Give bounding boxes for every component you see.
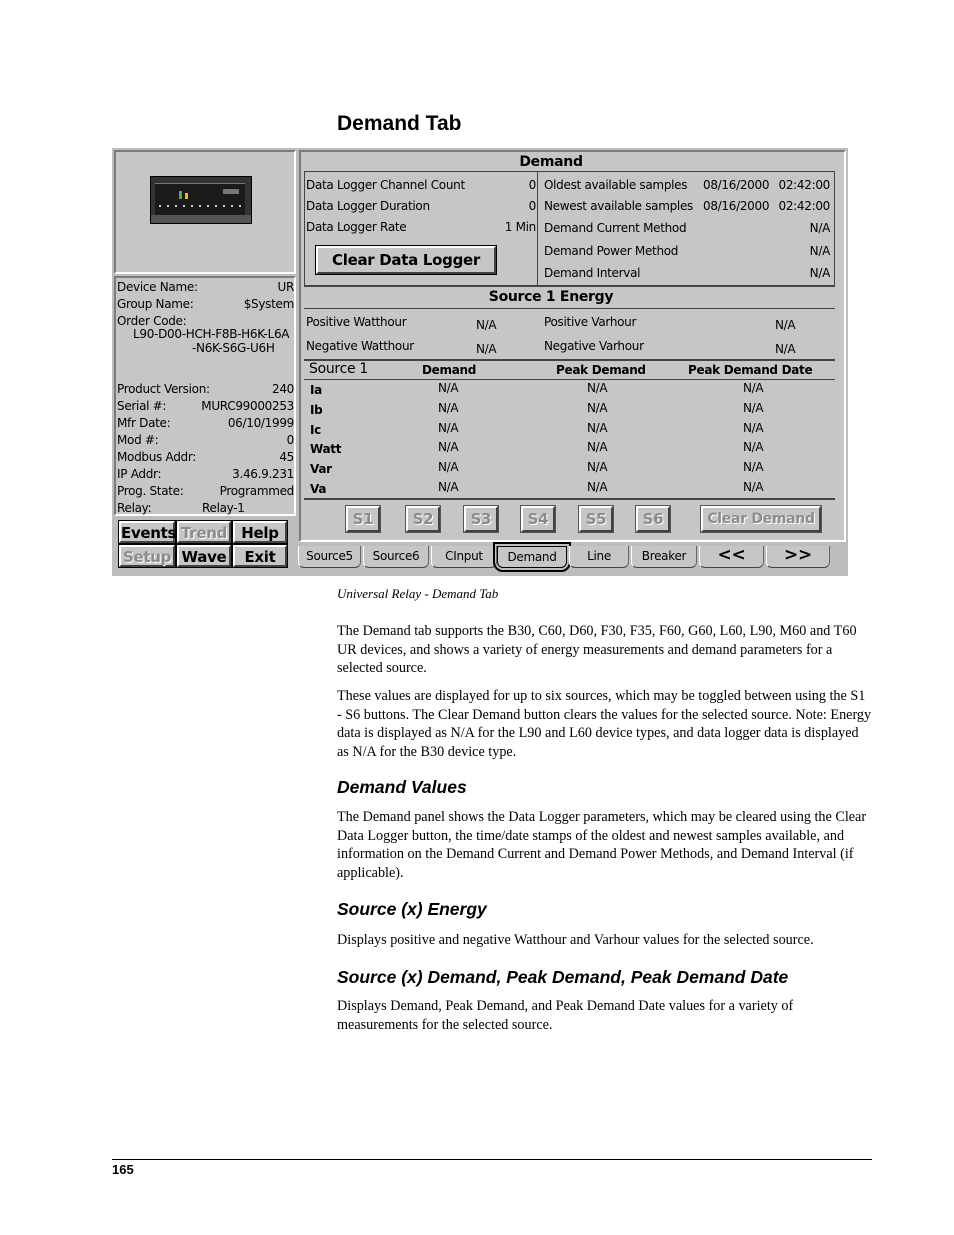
footer-rule — [112, 1159, 872, 1160]
page-title: Demand Tab — [337, 112, 462, 135]
table-row-label: Watt — [310, 442, 342, 457]
energy-header: Source 1 Energy — [488, 289, 614, 305]
demand-row-date: 08/16/2000 — [703, 199, 770, 213]
device-field-label: Modbus Addr: — [117, 450, 196, 464]
device-field-value: 240 — [271, 382, 294, 396]
device-field-value: Programmed — [219, 484, 294, 498]
energy-label: Positive Varhour — [544, 315, 637, 329]
source-button-s2[interactable]: S2 — [406, 506, 440, 532]
wave-button[interactable]: Wave — [177, 545, 231, 567]
table-cell-peak: N/A — [587, 460, 608, 475]
table-cell-peak: N/A — [587, 440, 608, 455]
section-text-source-energy: Displays positive and negative Watthour and Varhour values for the selected source. — [337, 932, 814, 948]
logger-row-value: 1 Min — [504, 220, 536, 234]
energy-label: Negative Watthour — [306, 339, 414, 353]
device-field-label: Serial #: — [117, 399, 167, 413]
table-cell-demand: N/A — [438, 400, 459, 415]
relay-screenshot — [112, 148, 848, 576]
table-row-label: Ib — [310, 402, 323, 417]
source-button-s1[interactable]: S1 — [346, 506, 380, 532]
energy-value: N/A — [775, 342, 796, 356]
device-field-value: 06/10/1999 — [227, 416, 294, 430]
table-cell-date: N/A — [743, 480, 764, 494]
energy-value: N/A — [775, 318, 796, 332]
demand-header: Demand — [519, 154, 583, 170]
tab-breaker[interactable]: Breaker — [631, 546, 697, 568]
figure-caption: Universal Relay - Demand Tab — [337, 586, 499, 601]
energy-label: Positive Watthour — [306, 315, 407, 329]
tab-line[interactable]: Line — [569, 546, 629, 568]
clear-data-logger-button[interactable]: Clear Data Logger — [316, 246, 496, 274]
device-field-value: 0 — [286, 433, 294, 447]
device-field-value: 45 — [279, 450, 294, 464]
setup-button[interactable]: Setup — [119, 545, 175, 567]
page-number: 165 — [112, 1162, 134, 1177]
table-cell-demand: N/A — [438, 440, 459, 455]
table-cell-peak: N/A — [587, 381, 608, 395]
demand-row-value: N/A — [809, 221, 830, 235]
logger-row-value: 0 — [528, 178, 536, 192]
table-row-label: Va — [310, 482, 327, 496]
col-demand: Demand — [422, 363, 477, 377]
section-text-source-demand: Displays Demand, Peak Demand, and Peak Demand Date values for a variety of measurements for the selected source. — [337, 998, 794, 1033]
table-row-label: Var — [310, 462, 332, 477]
demand-row-date: 08/16/2000 — [703, 178, 770, 192]
source-button-s6[interactable]: S6 — [636, 506, 670, 532]
device-field-label: IP Addr: — [117, 467, 162, 481]
paragraph-1: The Demand tab supports the B30, C60, D60, F30, F35, F60, G60, L60, L90, M60 and T60 UR devices, and shows a variety of energy measurements and demand parameters for a selected source. — [337, 623, 857, 677]
trend-button[interactable]: Trend — [177, 521, 231, 543]
order-code-line-2: -N6K-S6G-U6H — [192, 341, 275, 355]
table-cell-date: N/A — [743, 400, 764, 415]
table-cell-peak: N/A — [587, 420, 608, 435]
device-field-label: Group Name: — [117, 297, 194, 311]
paragraph-2: These values are displayed for up to six sources, which may be toggled between using the S1 - S6 buttons. The Clear Demand button clears the values for the selected source. Note: Energy data is displayed as N/A for the L90 and L60 device types, and data logger data is displayed as N/A for the B30 device type. — [337, 688, 872, 760]
device-field-label: Device Name: — [117, 280, 198, 294]
logger-row-label: Data Logger Duration — [306, 199, 430, 213]
table-cell-demand: N/A — [438, 460, 459, 475]
table-cell-demand: N/A — [438, 420, 459, 435]
table-cell-demand: N/A — [438, 480, 459, 494]
source-table-title: Source 1 — [309, 361, 369, 377]
demand-row-value: N/A — [809, 266, 830, 280]
device-field-label: Order Code: — [117, 314, 187, 328]
table-cell-peak: N/A — [587, 400, 608, 415]
device-field-value: UR — [277, 280, 294, 294]
tab-demand[interactable]: Demand — [497, 546, 567, 568]
demand-row-label: Oldest available samples — [544, 178, 688, 192]
device-field-label: Prog. State: — [117, 484, 184, 498]
tab-source5[interactable]: Source5 — [298, 546, 361, 568]
device-field-value: 3.46.9.231 — [232, 467, 294, 481]
tab-next[interactable]: >> — [766, 546, 830, 568]
section-text-demand-values: The Demand panel shows the Data Logger parameters, which may be cleared using the Clear Data Logger button, the time/date stamps of the oldest and newest samples available, and information on the Demand Current and Demand Power Methods, and Demand Interval (if applicable). — [337, 809, 867, 881]
device-field-value: Relay-1 — [202, 501, 245, 515]
exit-button[interactable]: Exit — [233, 545, 287, 567]
col-peak-demand-date: Peak Demand Date — [688, 363, 813, 377]
device-field-label: Product Version: — [117, 382, 210, 396]
device-image-panel — [114, 150, 296, 274]
section-heading-source-energy: Source (x) Energy — [337, 899, 487, 919]
table-cell-date: N/A — [743, 440, 764, 455]
logger-row-label: Data Logger Rate — [306, 220, 407, 234]
table-cell-demand: N/A — [438, 381, 459, 395]
source-button-s5[interactable]: S5 — [579, 506, 613, 532]
logger-row-label: Data Logger Channel Count — [306, 178, 465, 192]
source-button-s3[interactable]: S3 — [464, 506, 498, 532]
section-heading-demand-values: Demand Values — [337, 777, 467, 797]
logger-row-value: 0 — [528, 199, 536, 213]
demand-row-label: Demand Power Method — [544, 244, 679, 258]
table-cell-date: N/A — [743, 460, 764, 475]
demand-row-label: Demand Interval — [544, 266, 641, 280]
demand-row-value: N/A — [809, 244, 830, 258]
order-code-line-1: L90-D00-HCH-F8B-H6K-L6A — [133, 327, 290, 341]
tab-prev[interactable]: << — [699, 546, 764, 568]
clear-demand-button[interactable]: Clear Demand — [701, 506, 821, 532]
table-row-label: Ic — [310, 422, 321, 437]
table-cell-peak: N/A — [587, 480, 608, 494]
energy-value: N/A — [476, 318, 497, 332]
table-cell-date: N/A — [743, 381, 764, 395]
tab-source6[interactable]: Source6 — [363, 546, 429, 568]
tab-cinput[interactable]: CInput — [431, 546, 497, 568]
table-cell-date: N/A — [743, 420, 764, 435]
col-peak-demand: Peak Demand — [556, 363, 646, 377]
energy-value: N/A — [476, 342, 497, 356]
device-field-label: Mod #: — [117, 433, 159, 447]
device-field-value: MURC99000253 — [201, 399, 294, 413]
demand-row-label: Newest available samples — [544, 199, 693, 213]
table-row-label: Ia — [310, 383, 322, 397]
relay-device-icon — [150, 176, 252, 224]
help-button[interactable]: Help — [233, 521, 287, 543]
energy-label: Negative Varhour — [544, 339, 644, 353]
section-heading-source-demand: Source (x) Demand, Peak Demand, Peak Demand Date — [337, 967, 789, 987]
demand-row-value: 02:42:00 — [778, 199, 830, 213]
demand-row-label: Demand Current Method — [544, 221, 687, 235]
demand-row-value: 02:42:00 — [778, 178, 830, 192]
device-field-label: Mfr Date: — [117, 416, 171, 430]
events-button[interactable]: Events — [119, 521, 175, 543]
device-field-label: Relay: — [117, 501, 152, 515]
device-field-value: $System — [243, 297, 294, 311]
source-button-s4[interactable]: S4 — [521, 506, 555, 532]
